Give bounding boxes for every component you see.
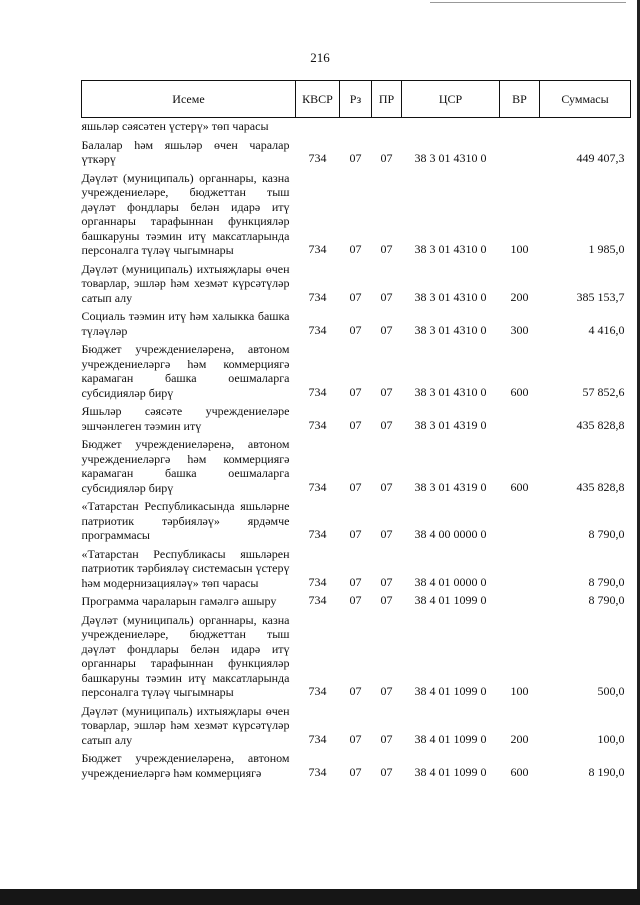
row-csr: 38 3 01 4319 0 bbox=[414, 479, 487, 494]
table-header-row bbox=[82, 81, 631, 118]
header-kvsr: КВСР bbox=[296, 81, 340, 118]
table-row bbox=[82, 609, 631, 700]
row-name: Программа чараларын гамәлгә ашыру bbox=[81, 594, 277, 608]
table-row bbox=[82, 747, 631, 780]
row-sum: 435 828,8 bbox=[576, 479, 625, 494]
row-pr: 07 bbox=[380, 479, 393, 494]
scan-top-line bbox=[430, 2, 626, 3]
row-vr: 600 bbox=[510, 764, 529, 779]
header-rz: Рз bbox=[340, 81, 372, 118]
row-name: «Татарстан Республикасы яшьләрен патриотик тәрбияләү системасын үстерү һәм модернизацияләү» төп чарасы bbox=[81, 546, 290, 590]
row-name: Бюджет учреждениеләренә, автоном учреждениеләргә һәм коммерциягә карамаган башка оешмаларга субсидияләр бирү bbox=[81, 342, 290, 400]
row-rz: 07 bbox=[349, 242, 362, 256]
row-csr: 38 3 01 4310 0 bbox=[414, 151, 487, 165]
row-vr: 100 bbox=[510, 684, 529, 698]
row-name: Яшьләр сәясәте учреждениеләре эшчәнлеген тәэмин итү bbox=[81, 404, 290, 433]
row-pr: 07 bbox=[380, 289, 393, 304]
row-csr: 38 4 01 0000 0 bbox=[414, 574, 487, 589]
table-row bbox=[82, 495, 631, 543]
row-vr bbox=[500, 543, 540, 591]
header-csr: ЦСР bbox=[402, 81, 500, 118]
row-pr: 07 bbox=[380, 731, 393, 746]
row-sum: 435 828,8 bbox=[576, 417, 625, 432]
row-pr: 07 bbox=[380, 764, 393, 779]
row-name: Дәүләт (муниципаль) органнары, казна учреждениеләре, бюджеттан тыш дәүләт фондлары белән идарә итү органнары тарафыннан функцияләр башкаруны тәэмин итү максатларында персоналга түләү чыгымнары bbox=[81, 170, 290, 257]
row-vr bbox=[500, 400, 540, 433]
row-pr: 07 bbox=[380, 242, 393, 256]
row-kvsr: 734 bbox=[308, 417, 327, 432]
table-row bbox=[82, 700, 631, 748]
row-csr: 38 3 01 4310 0 bbox=[414, 242, 487, 256]
row-name: Бюджет учреждениеләренә, автоном учреждениеләргә һәм коммерциягә карамаган башка оешмаларга субсидияләр бирү bbox=[81, 437, 290, 495]
row-kvsr: 734 bbox=[308, 289, 327, 304]
header-vr: ВР bbox=[500, 81, 540, 118]
table-row bbox=[82, 590, 631, 609]
row-pr: 07 bbox=[380, 417, 393, 432]
row-vr: 600 bbox=[510, 479, 529, 494]
table-row bbox=[82, 134, 631, 167]
row-name: Дәүләт (муниципаль) органнары, казна учреждениеләре, бюджеттан тыш дәүләт фондлары белән идарә итү органнары тарафыннан функцияләр башкаруны тәэмин итү максатларында персоналга түләү чыгымнары bbox=[81, 612, 290, 699]
row-kvsr: 734 bbox=[308, 764, 327, 779]
row-csr: 38 3 01 4310 0 bbox=[414, 384, 487, 399]
row-name: Дәүләт (муниципаль) ихтыяҗлары өчен товарлар, эшләр һәм хезмәт күрсәтүләр сатып алу bbox=[81, 703, 290, 747]
table-row bbox=[82, 400, 631, 433]
continuation-row bbox=[82, 118, 631, 134]
row-sum: 385 153,7 bbox=[576, 289, 625, 304]
row-kvsr: 734 bbox=[308, 242, 327, 256]
row-rz: 07 bbox=[349, 322, 362, 337]
row-sum: 8 790,0 bbox=[588, 574, 625, 589]
row-vr: 600 bbox=[510, 384, 529, 399]
row-rz: 07 bbox=[349, 289, 362, 304]
row-sum: 4 416,0 bbox=[588, 322, 625, 337]
table-row bbox=[82, 305, 631, 338]
row-name: Дәүләт (муниципаль) ихтыяҗлары өчен товарлар, эшләр һәм хезмәт күрсәтүләр сатып алу bbox=[81, 261, 290, 305]
row-sum: 100,0 bbox=[597, 731, 625, 746]
row-vr: 200 bbox=[510, 731, 529, 746]
table-row bbox=[82, 338, 631, 400]
table-row bbox=[82, 543, 631, 591]
row-rz: 07 bbox=[349, 417, 362, 432]
row-rz: 07 bbox=[349, 574, 362, 589]
row-kvsr: 734 bbox=[308, 731, 327, 746]
row-pr: 07 bbox=[380, 684, 393, 698]
row-rz: 07 bbox=[349, 384, 362, 399]
row-csr: 38 3 01 4319 0 bbox=[414, 417, 487, 432]
row-rz: 07 bbox=[349, 764, 362, 779]
row-vr bbox=[500, 590, 540, 609]
table-row bbox=[82, 433, 631, 495]
row-csr: 38 4 01 1099 0 bbox=[414, 684, 487, 698]
row-kvsr: 734 bbox=[308, 527, 327, 541]
row-pr: 07 bbox=[380, 322, 393, 337]
row-sum: 8 790,0 bbox=[588, 593, 625, 607]
row-name: «Татарстан Республикасында яшьләрне патриотик тәрбияләү» ярдәмче программасы bbox=[81, 499, 290, 542]
row-rz: 07 bbox=[349, 731, 362, 746]
row-kvsr: 734 bbox=[308, 322, 327, 337]
row-name: Бюджет учреждениеләренә, автоном учреждениеләргә һәм коммерциягә bbox=[81, 751, 290, 780]
continuation-text: яшьләр сәясәтен үстерү» төп чарасы bbox=[81, 119, 269, 133]
row-rz: 07 bbox=[349, 527, 362, 541]
budget-table bbox=[81, 80, 631, 780]
row-pr: 07 bbox=[380, 384, 393, 399]
row-rz: 07 bbox=[349, 593, 362, 607]
row-pr: 07 bbox=[380, 151, 393, 165]
row-vr bbox=[500, 495, 540, 543]
row-rz: 07 bbox=[349, 684, 362, 698]
row-name: Балалар һәм яшьләр өчен чаралар үткәрү bbox=[81, 137, 290, 166]
row-vr bbox=[500, 134, 540, 167]
row-sum: 8 790,0 bbox=[588, 527, 625, 541]
header-name: Исеме bbox=[82, 81, 296, 118]
row-kvsr: 734 bbox=[308, 593, 327, 607]
row-sum: 8 190,0 bbox=[588, 764, 625, 779]
row-sum: 57 852,6 bbox=[582, 384, 625, 399]
row-kvsr: 734 bbox=[308, 384, 327, 399]
row-kvsr: 734 bbox=[308, 574, 327, 589]
row-csr: 38 4 01 1099 0 bbox=[414, 731, 487, 746]
header-pr: ПР bbox=[372, 81, 402, 118]
row-rz: 07 bbox=[349, 479, 362, 494]
row-csr: 38 4 00 0000 0 bbox=[414, 527, 487, 541]
row-vr: 300 bbox=[510, 322, 529, 337]
row-sum: 449 407,3 bbox=[576, 151, 625, 165]
row-csr: 38 4 01 1099 0 bbox=[414, 593, 487, 607]
table-row bbox=[82, 167, 631, 258]
row-csr: 38 4 01 1099 0 bbox=[414, 764, 487, 779]
row-kvsr: 734 bbox=[308, 151, 327, 165]
header-sum: Суммасы bbox=[540, 81, 631, 118]
row-sum: 1 985,0 bbox=[588, 242, 625, 256]
row-kvsr: 734 bbox=[308, 479, 327, 494]
page-number: 216 bbox=[310, 50, 330, 65]
row-pr: 07 bbox=[380, 574, 393, 589]
row-sum: 500,0 bbox=[597, 684, 625, 698]
scan-bottom-edge bbox=[0, 889, 640, 905]
row-pr: 07 bbox=[380, 527, 393, 541]
row-kvsr: 734 bbox=[308, 684, 327, 698]
row-vr: 100 bbox=[510, 242, 529, 256]
row-csr: 38 3 01 4310 0 bbox=[414, 289, 487, 304]
row-rz: 07 bbox=[349, 151, 362, 165]
row-pr: 07 bbox=[380, 593, 393, 607]
row-csr: 38 3 01 4310 0 bbox=[414, 322, 487, 337]
row-name: Социаль тәэмин итү һәм халыкка башка түләүләр bbox=[81, 309, 290, 338]
table-row bbox=[82, 258, 631, 306]
row-vr: 200 bbox=[510, 289, 529, 304]
